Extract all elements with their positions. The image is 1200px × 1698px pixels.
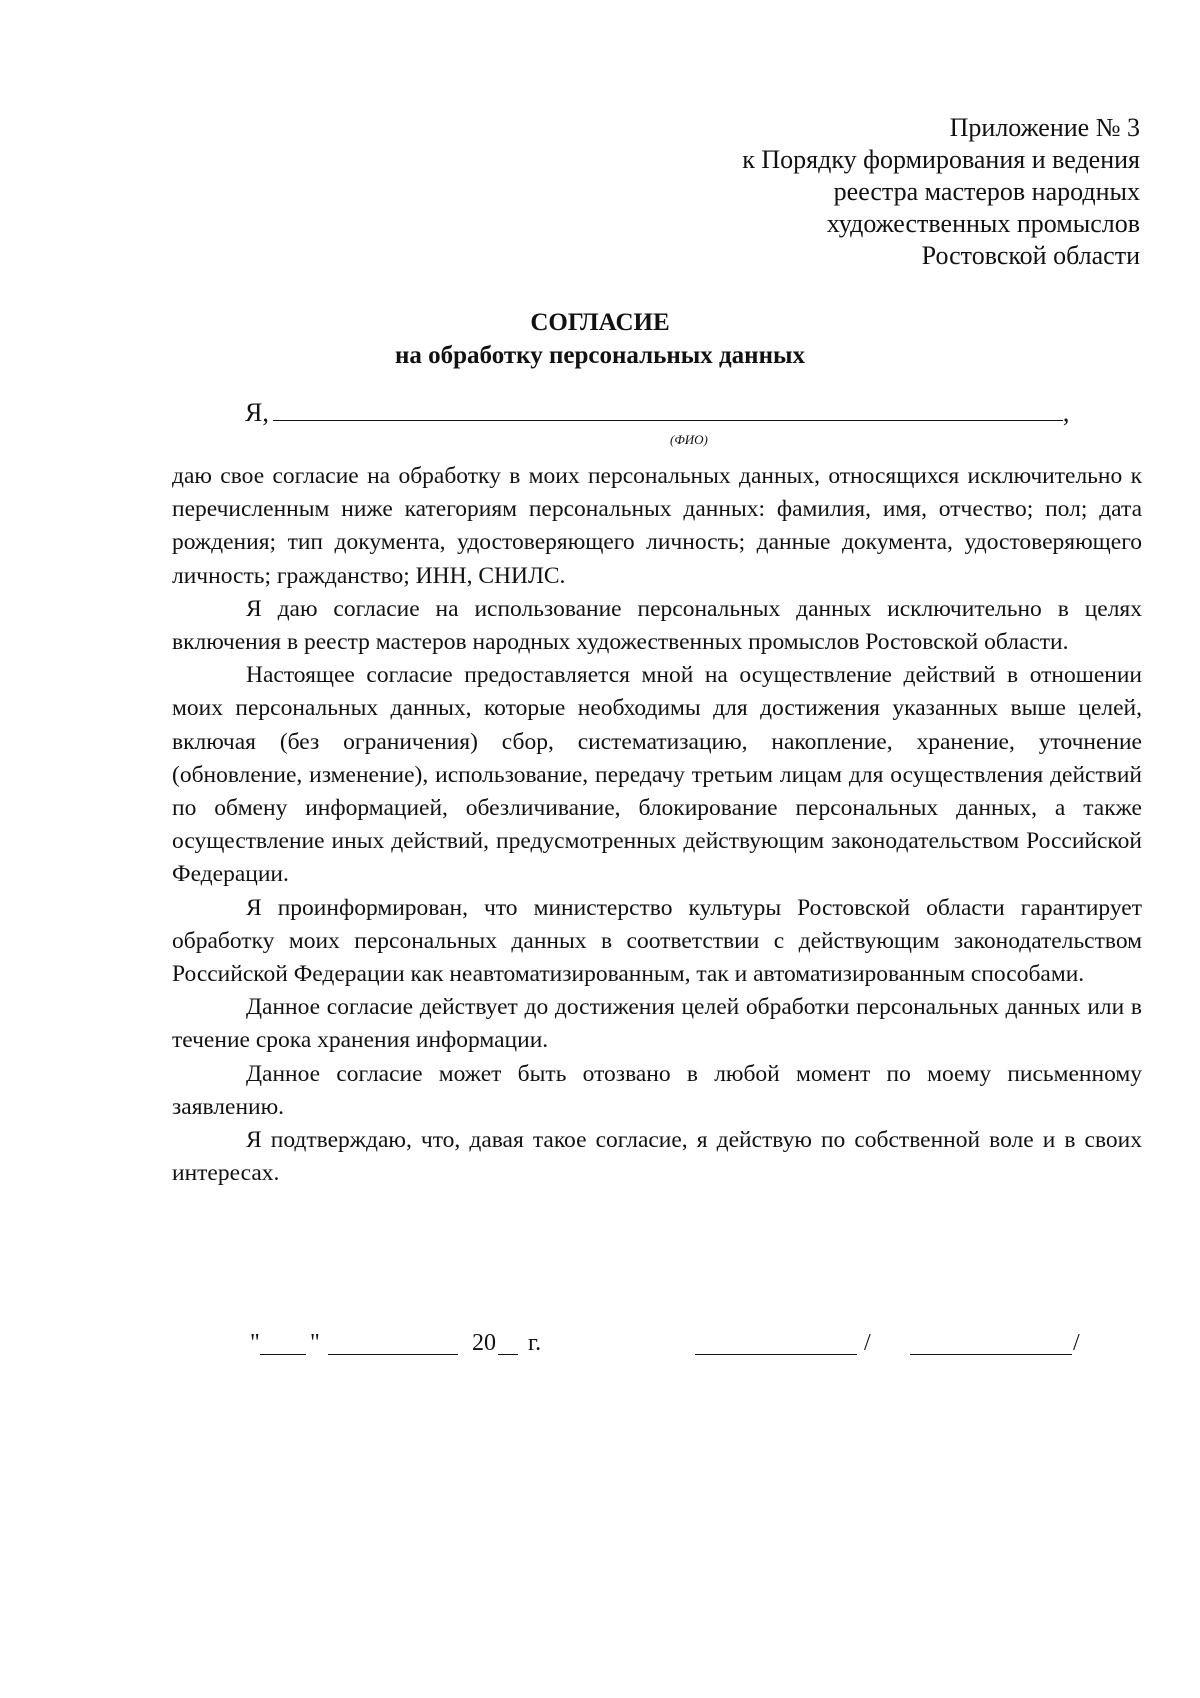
paragraph: Я проинформирован, что министерство культуры Ростовской области гарантирует обработку моих персональных данных в соответствии с действующим законодательством Российской Федерации как неавтоматизированным, так и автоматизированным способами. (172, 894, 1142, 988)
fio-prefix: Я, (245, 398, 269, 427)
signature-slash-2: / (1073, 1330, 1080, 1356)
date-quote-open: " (250, 1330, 260, 1356)
appendix-line: Ростовской области (921, 241, 1140, 270)
appendix-line: художественных промыслов (826, 209, 1140, 238)
date-quote-close: " (310, 1330, 320, 1356)
appendix-line: реестра мастеров народных (833, 177, 1140, 206)
fio-blank (273, 398, 1063, 421)
date-month-blank (328, 1354, 458, 1355)
date-year-suffix: г. (528, 1330, 542, 1356)
date-year-blank (498, 1354, 518, 1355)
paragraph: даю свое согласие на обработку в моих персональных данных, относящихся исключительно к перечисленным ниже категориям персональных данных: фамилия, имя, отчество; пол; дата рождения; тип документа, удостоверяющего личность; данные документа, удостоверяющего личность; гражданство; ИНН, СНИЛС. (172, 463, 1142, 589)
fio-caption: (ФИО) (670, 432, 708, 447)
paragraph: Настоящее согласие предоставляется мной на осуществление действий в отношении моих персональных данных, которые необходимы для достижения указанных выше целей, включая (без ограничения) сбор, систематизацию, накопление, хранение, уточнение (обновление, изменение), использование, передачу третьим лицам для осуществления действий по обмену информацией, обезличивание, блокирование персональных данных, а также осуществление иных действий, предусмотренных действующим законодательством Российской Федерации. (172, 662, 1142, 888)
fio-suffix: , (1062, 398, 1070, 427)
title-sub: на обработку персональных данных (395, 342, 805, 369)
date-day-blank (260, 1354, 306, 1355)
document-title (0, 306, 1200, 372)
paragraph: Данное согласие может быть отозвано в любой момент по моему письменному заявлению. (172, 1060, 1142, 1120)
appendix-header (742, 112, 1140, 272)
appendix-line: Приложение № 3 (949, 113, 1140, 142)
signature-blank (695, 1354, 857, 1355)
signature-decoding-blank (910, 1354, 1072, 1355)
paragraph: Данное согласие действует до достижения целей обработки персональных данных или в течение срока хранения информации. (172, 994, 1142, 1054)
signature-slash-1: / (864, 1330, 871, 1356)
signature-row (0, 1328, 1200, 1368)
document-body (172, 460, 1142, 1190)
paragraph: Я подтверждаю, что, давая такое согласие, я действую по собственной воле и в своих интересах. (172, 1127, 1142, 1187)
fio-line (245, 398, 1069, 428)
paragraph: Я даю согласие на использование персональных данных исключительно в целях включения в реестр мастеров народных художественных промыслов Ростовской области. (172, 595, 1142, 656)
appendix-line: к Порядку формирования и ведения (742, 145, 1140, 174)
date-year-prefix: 20 (472, 1330, 496, 1356)
title-main: СОГЛАСИЕ (530, 309, 670, 336)
